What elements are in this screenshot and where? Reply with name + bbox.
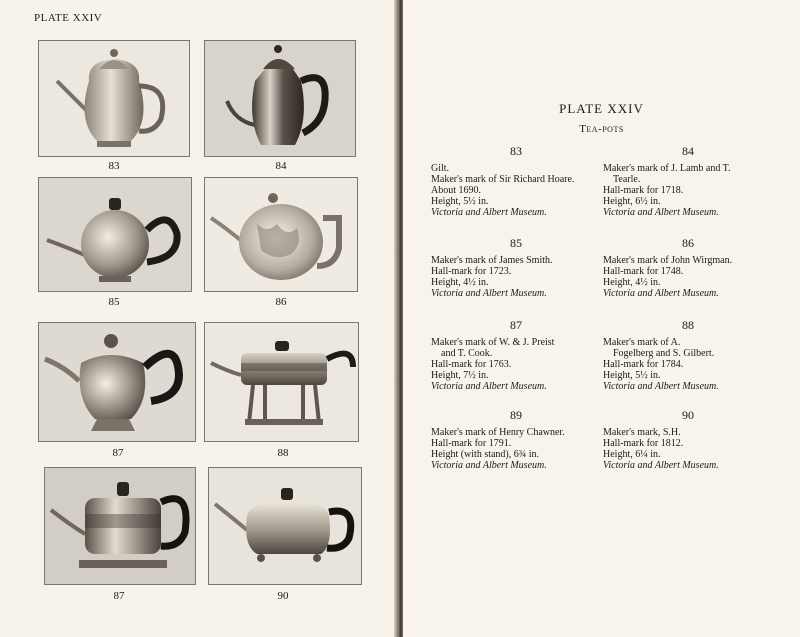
entry-line: Fogelberg and S. Gilbert. bbox=[613, 348, 715, 359]
entry-line: Maker's mark of James Smith. bbox=[431, 255, 553, 266]
entry-line: Height (with stand), 6¾ in. bbox=[431, 449, 540, 460]
entry-line: Hall-mark for 1718. bbox=[603, 185, 684, 196]
entry-line: Hall-mark for 1723. bbox=[431, 266, 512, 277]
entry-line: Height, 4½ in. bbox=[603, 277, 661, 288]
entry-line: Tearle. bbox=[613, 174, 641, 185]
entry-museum: Victoria and Albert Museum. bbox=[603, 207, 719, 218]
entry-number: 83 bbox=[510, 144, 522, 158]
entry-museum: Victoria and Albert Museum. bbox=[603, 381, 719, 392]
teapot-photo-83 bbox=[38, 40, 190, 157]
entry-84 bbox=[603, 146, 773, 218]
figure-caption-88: 88 bbox=[277, 447, 289, 459]
entry-line: Height, 6¼ in. bbox=[603, 449, 661, 460]
entry-line: Hall-mark for 1784. bbox=[603, 359, 684, 370]
entry-line: Maker's mark of J. Lamb and T. bbox=[603, 163, 731, 174]
entry-line: Height, 5½ in. bbox=[603, 370, 661, 381]
entry-line: Maker's mark of A. bbox=[603, 337, 681, 348]
entry-line: Height, 5½ in. bbox=[431, 196, 489, 207]
entry-line: Maker's mark, S.H. bbox=[603, 427, 681, 438]
entry-line: Maker's mark of Sir Richard Hoare. bbox=[431, 174, 575, 185]
entry-line: Maker's mark of W. & J. Preist bbox=[431, 337, 555, 348]
entry-number: 89 bbox=[510, 408, 522, 422]
entry-number: 84 bbox=[682, 144, 694, 158]
entry-line: Maker's mark of John Wirgman. bbox=[603, 255, 733, 266]
entry-line: Gilt. bbox=[431, 163, 450, 174]
teapot-photo-86 bbox=[204, 177, 358, 292]
entry-number: 86 bbox=[682, 236, 694, 250]
figure-caption-89: 87 bbox=[113, 590, 125, 602]
entry-museum: Victoria and Albert Museum. bbox=[431, 288, 547, 299]
entry-line: Hall-mark for 1812. bbox=[603, 438, 684, 449]
figure-caption-83: 83 bbox=[108, 160, 120, 172]
entry-89 bbox=[431, 410, 601, 471]
entry-line: Hall-mark for 1748. bbox=[603, 266, 684, 277]
figure-caption-87: 87 bbox=[112, 447, 124, 459]
entry-line: Hall-mark for 1763. bbox=[431, 359, 512, 370]
figure-caption-86: 86 bbox=[275, 296, 287, 308]
entry-number: 85 bbox=[510, 236, 522, 250]
teapot-photo-90 bbox=[208, 467, 362, 585]
entry-86 bbox=[603, 238, 773, 299]
plate-title: PLATE XXIV bbox=[559, 101, 644, 116]
entry-line: Hall-mark for 1791. bbox=[431, 438, 512, 449]
entry-line: Height, 7½ in. bbox=[431, 370, 489, 381]
entry-83 bbox=[431, 146, 601, 218]
figure-caption-85: 85 bbox=[108, 296, 120, 308]
entry-line: Height, 6½ in. bbox=[603, 196, 661, 207]
entry-number: 87 bbox=[510, 318, 522, 332]
figure-caption-84: 84 bbox=[275, 160, 287, 172]
entry-line: About 1690. bbox=[431, 185, 481, 196]
entry-87 bbox=[431, 320, 601, 392]
entry-number: 88 bbox=[682, 318, 694, 332]
entry-line: Height, 4½ in. bbox=[431, 277, 489, 288]
entry-85 bbox=[431, 238, 601, 299]
plate-header: PLATE XXIV bbox=[34, 12, 103, 24]
entry-number: 90 bbox=[682, 408, 694, 422]
teapot-photo-89 bbox=[44, 467, 196, 585]
entry-museum: Victoria and Albert Museum. bbox=[603, 288, 719, 299]
entry-line: and T. Cook. bbox=[441, 348, 493, 359]
entry-museum: Victoria and Albert Museum. bbox=[431, 460, 547, 471]
teapot-photo-85 bbox=[38, 177, 192, 292]
figure-caption-90: 90 bbox=[277, 590, 289, 602]
entry-line: Maker's mark of Henry Chawner. bbox=[431, 427, 565, 438]
entry-museum: Victoria and Albert Museum. bbox=[431, 207, 547, 218]
entry-88 bbox=[603, 320, 773, 392]
left-page bbox=[0, 0, 397, 637]
teapot-photo-88 bbox=[204, 322, 359, 442]
entry-90 bbox=[603, 410, 773, 471]
entry-museum: Victoria and Albert Museum. bbox=[431, 381, 547, 392]
teapot-photo-87 bbox=[38, 322, 196, 442]
entry-museum: Victoria and Albert Museum. bbox=[603, 460, 719, 471]
right-page bbox=[403, 0, 800, 637]
plate-subtitle: Tea-pots bbox=[579, 123, 624, 135]
teapot-photo-84 bbox=[204, 40, 356, 157]
